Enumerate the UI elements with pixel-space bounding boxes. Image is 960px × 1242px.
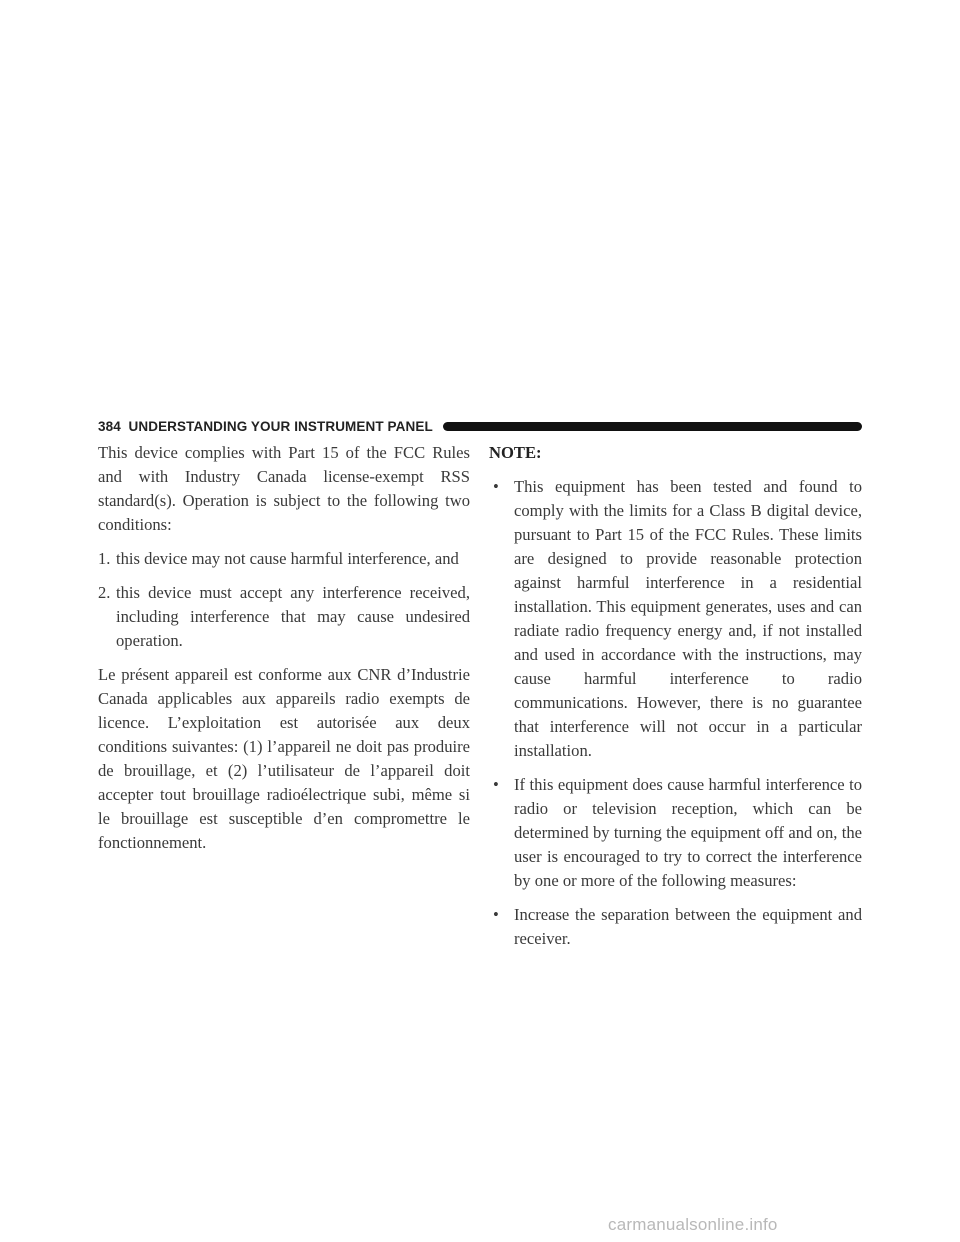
french-compliance-paragraph: Le présent appareil est conforme aux CNR d’Industrie Canada applicables aux appareils radio exempts de licence. L’exploitation est autorisée aux deux conditions suivantes: (1) l’appareil ne doit pas produire de brouillage, et (2) l’utilisateur de l’appareil doit accepter tout brouillage radioélectrique subi, même si le brouillage est susceptible d’en compromettre le fonctionnement. xyxy=(98,665,470,852)
condition-item-1 xyxy=(98,547,470,571)
bullet-icon: • xyxy=(493,775,499,794)
condition-item-2 xyxy=(98,581,470,653)
note-bullet-2 xyxy=(489,773,862,893)
fcc-intro-paragraph: This device complies with Part 15 of the FCC Rules and with Industry Canada license-exempt RSS standard(s). Operation is subject to the following two conditions: xyxy=(98,443,470,534)
note-bullet-1 xyxy=(489,475,862,763)
bullet-text: This equipment has been tested and found to comply with the limits for a Class B digital device, pursuant to Part 15 of the FCC Rules. These limits are designed to provide reasonable protection against harmful interference in a residential installation. This equipment generates, uses and can radiate radio frequency energy and, if not installed and used in accordance with the instructions, may cause harmful interference to radio communications. However, there is no guarantee that interference will not occur in a particular installation. xyxy=(514,477,862,760)
condition-number: 2. xyxy=(98,583,111,602)
bullet-text: Increase the separation between the equipment and receiver. xyxy=(514,905,862,948)
bullet-icon: • xyxy=(493,477,499,496)
page-number: 384 xyxy=(98,418,121,434)
left-column xyxy=(98,441,470,865)
condition-text: this device must accept any interference received, including interference that may cause undesired operation. xyxy=(116,583,470,650)
page-header xyxy=(98,418,862,434)
section-title: UNDERSTANDING YOUR INSTRUMENT PANEL xyxy=(128,418,433,434)
right-column xyxy=(489,441,862,961)
bullet-text: If this equipment does cause harmful interference to radio or television reception, which can be determined by turning the equipment off and on, the user is encouraged to try to correct the interference by one or more of the following measures: xyxy=(514,775,862,890)
page-header-text xyxy=(98,419,433,434)
bullet-icon: • xyxy=(493,905,499,924)
site-watermark: carmanualsonline.info xyxy=(608,1215,778,1234)
condition-number: 1. xyxy=(98,549,111,568)
condition-text: this device may not cause harmful interference, and xyxy=(116,549,459,568)
note-bullet-3 xyxy=(489,903,862,951)
header-rule xyxy=(443,422,862,431)
note-heading: NOTE: xyxy=(489,443,542,462)
